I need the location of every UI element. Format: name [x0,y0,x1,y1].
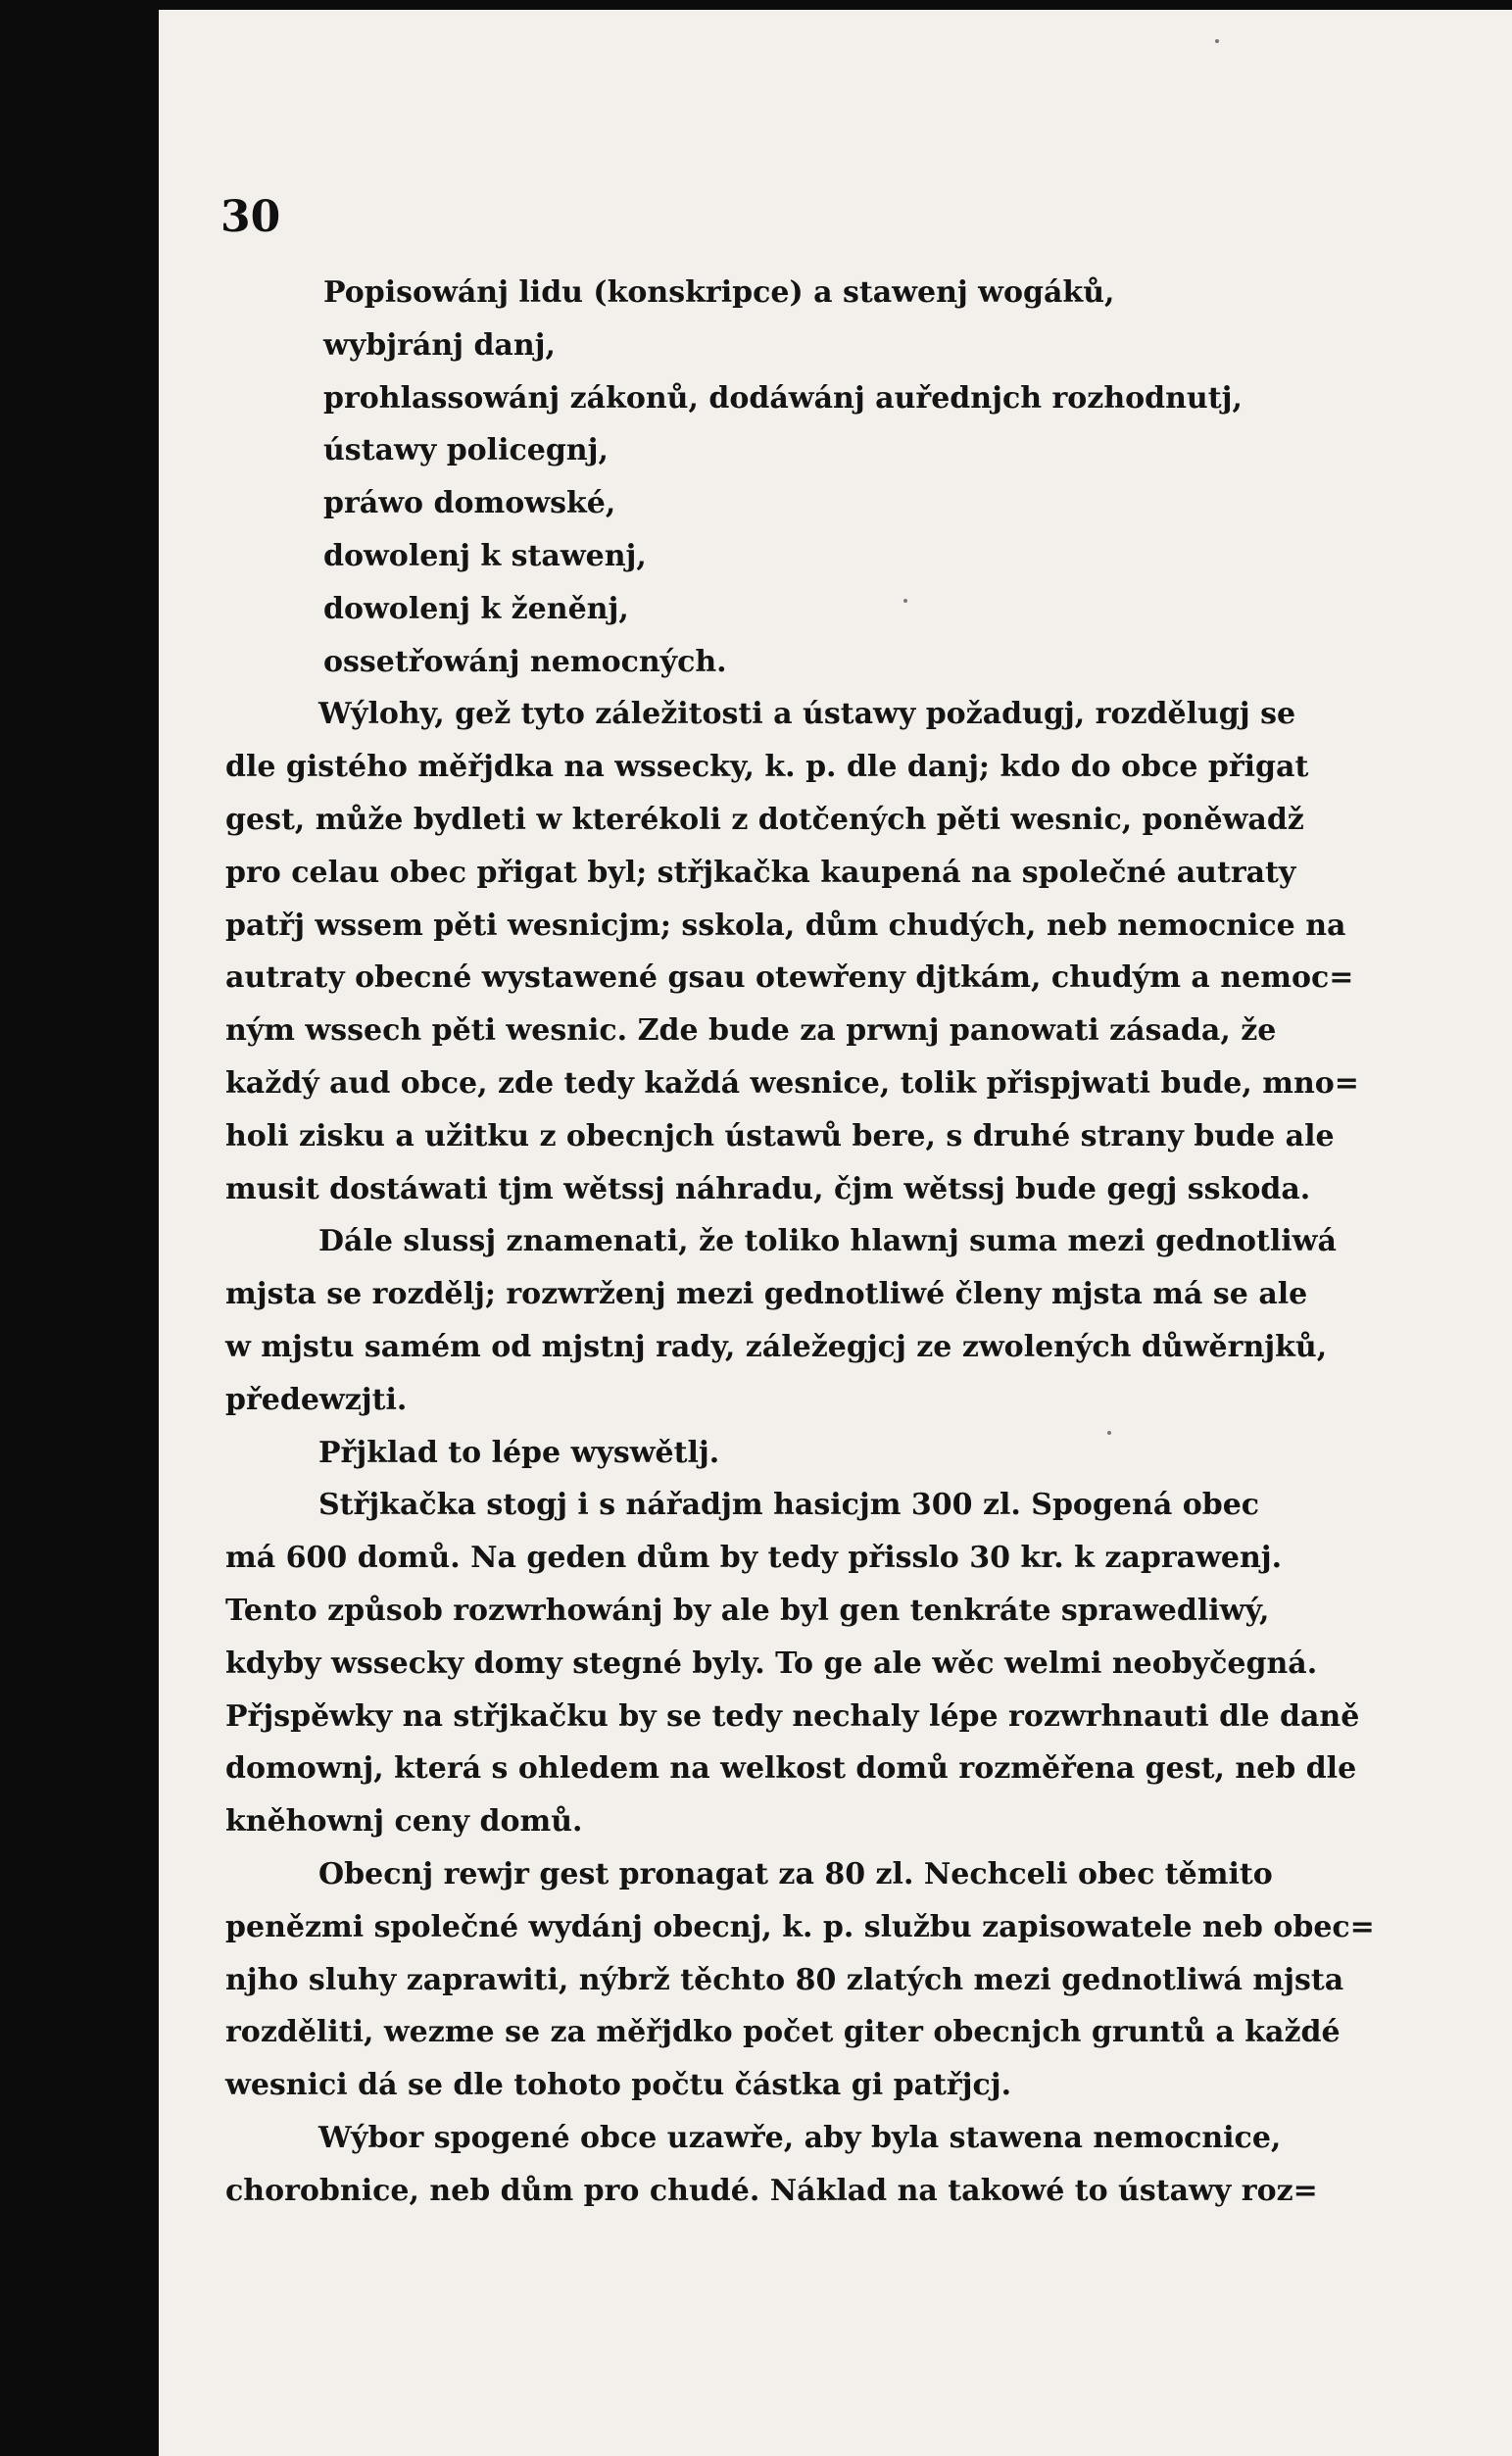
text-line: gest, může bydleti w kterékoli z dotčených pěti wesnic, poněwadž [225,802,1304,837]
text-line: práwo domowské, [323,486,616,521]
text-line: patřj wssem pěti wesnicjm; sskola, dům chudých, neb nemocnice na [225,908,1346,943]
text-line: Přjspěwky na střjkačku by se tedy nechaly lépe rozwrhnauti dle daně [225,1698,1360,1734]
text-line: každý aud obce, zde tedy každá wesnice, tolik přispjwati bude, mno= [225,1065,1359,1101]
page-body-text [225,267,1440,2217]
text-line: mjsta se rozdělj; rozwrženj mezi gednotliwé členy mjsta má se ale [225,1277,1308,1312]
text-line: prohlassowánj zákonů, dodáwánj auřednjch rozhodnutj, [323,380,1243,416]
text-line: Popisowánj lidu (konskripce) a stawenj wogáků, [323,275,1115,310]
text-line: penězmi společné wydánj obecnj, k. p. službu zapisowatele neb obec= [225,1909,1375,1944]
page-number: 30 [220,192,281,242]
text-line: kněhownj ceny domů. [225,1804,583,1840]
text-line: dowolenj k ženěnj, [323,591,629,626]
text-line: ossetřowánj nemocných. [323,644,727,679]
text-line: předewzjti. [225,1382,408,1417]
text-line: Střjkačka stogj i s nářadjm hasicjm 300 zl. Spogená obec [318,1488,1260,1523]
scan-speck [1215,39,1219,43]
text-line: Přjklad to lépe wyswětlj. [318,1435,720,1470]
text-line: Tento způsob rozwrhowánj by ale byl gen tenkráte sprawedliwý, [225,1593,1270,1628]
text-line: Wýlohy, gež tyto záležitosti a ústawy požadugj, rozdělugj se [318,697,1296,732]
text-line: wybjránj danj, [323,327,556,363]
text-line: kdyby wssecky domy stegné byly. To ge ale wěc welmi neobyčegná. [225,1646,1318,1681]
text-line: musit dostáwati tjm wětssj náhradu, čjm wětssj bude gegj sskoda. [225,1171,1311,1206]
text-line: dowolenj k stawenj, [323,538,647,573]
text-line: njho sluhy zaprawiti, nýbrž těchto 80 zlatých mezi gednotliwá mjsta [225,1962,1344,1997]
text-line: holi zisku a užitku z obecnjch ústawů bere, s druhé strany bude ale [225,1118,1335,1154]
text-line: dle gistého měřjdka na wssecky, k. p. dle danj; kdo do obce přigat [225,750,1309,785]
text-line: má 600 domů. Na geden dům by tedy přisslo 30 kr. k zaprawenj. [225,1541,1283,1576]
text-line: Dále slussj znamenati, že toliko hlawnj suma mezi gednotliwá [318,1224,1337,1259]
text-line: ústawy policegnj, [323,433,609,468]
text-line: chorobnice, neb dům pro chudé. Náklad na takowé to ústawy roz= [225,2173,1318,2208]
text-line: rozděliti, wezme se za měřjdko počet giter obecnjch gruntů a každé [225,2015,1341,2050]
text-line: w mjstu samém od mjstnj rady, záležegjcj ze zwolených důwěrnjků, [225,1329,1328,1364]
text-line: ným wssech pěti wesnic. Zde bude za prwnj panowati zásada, že [225,1013,1277,1049]
text-line: wesnici dá se dle tohoto počtu částka gi patřjcj. [225,2068,1012,2103]
text-line: autraty obecné wystawené gsau otewřeny djtkám, chudým a nemoc= [225,960,1354,996]
text-line: pro celau obec přigat byl; střjkačka kaupená na společné autraty [225,855,1296,890]
text-line: Obecnj rewjr gest pronagat za 80 zl. Nechceli obec těmito [318,1856,1273,1891]
text-line: Wýbor spogené obce uzawře, aby byla stawena nemocnice, [318,2120,1282,2155]
text-line: domownj, která s ohledem na welkost domů rozměřena gest, neb dle [225,1751,1357,1787]
